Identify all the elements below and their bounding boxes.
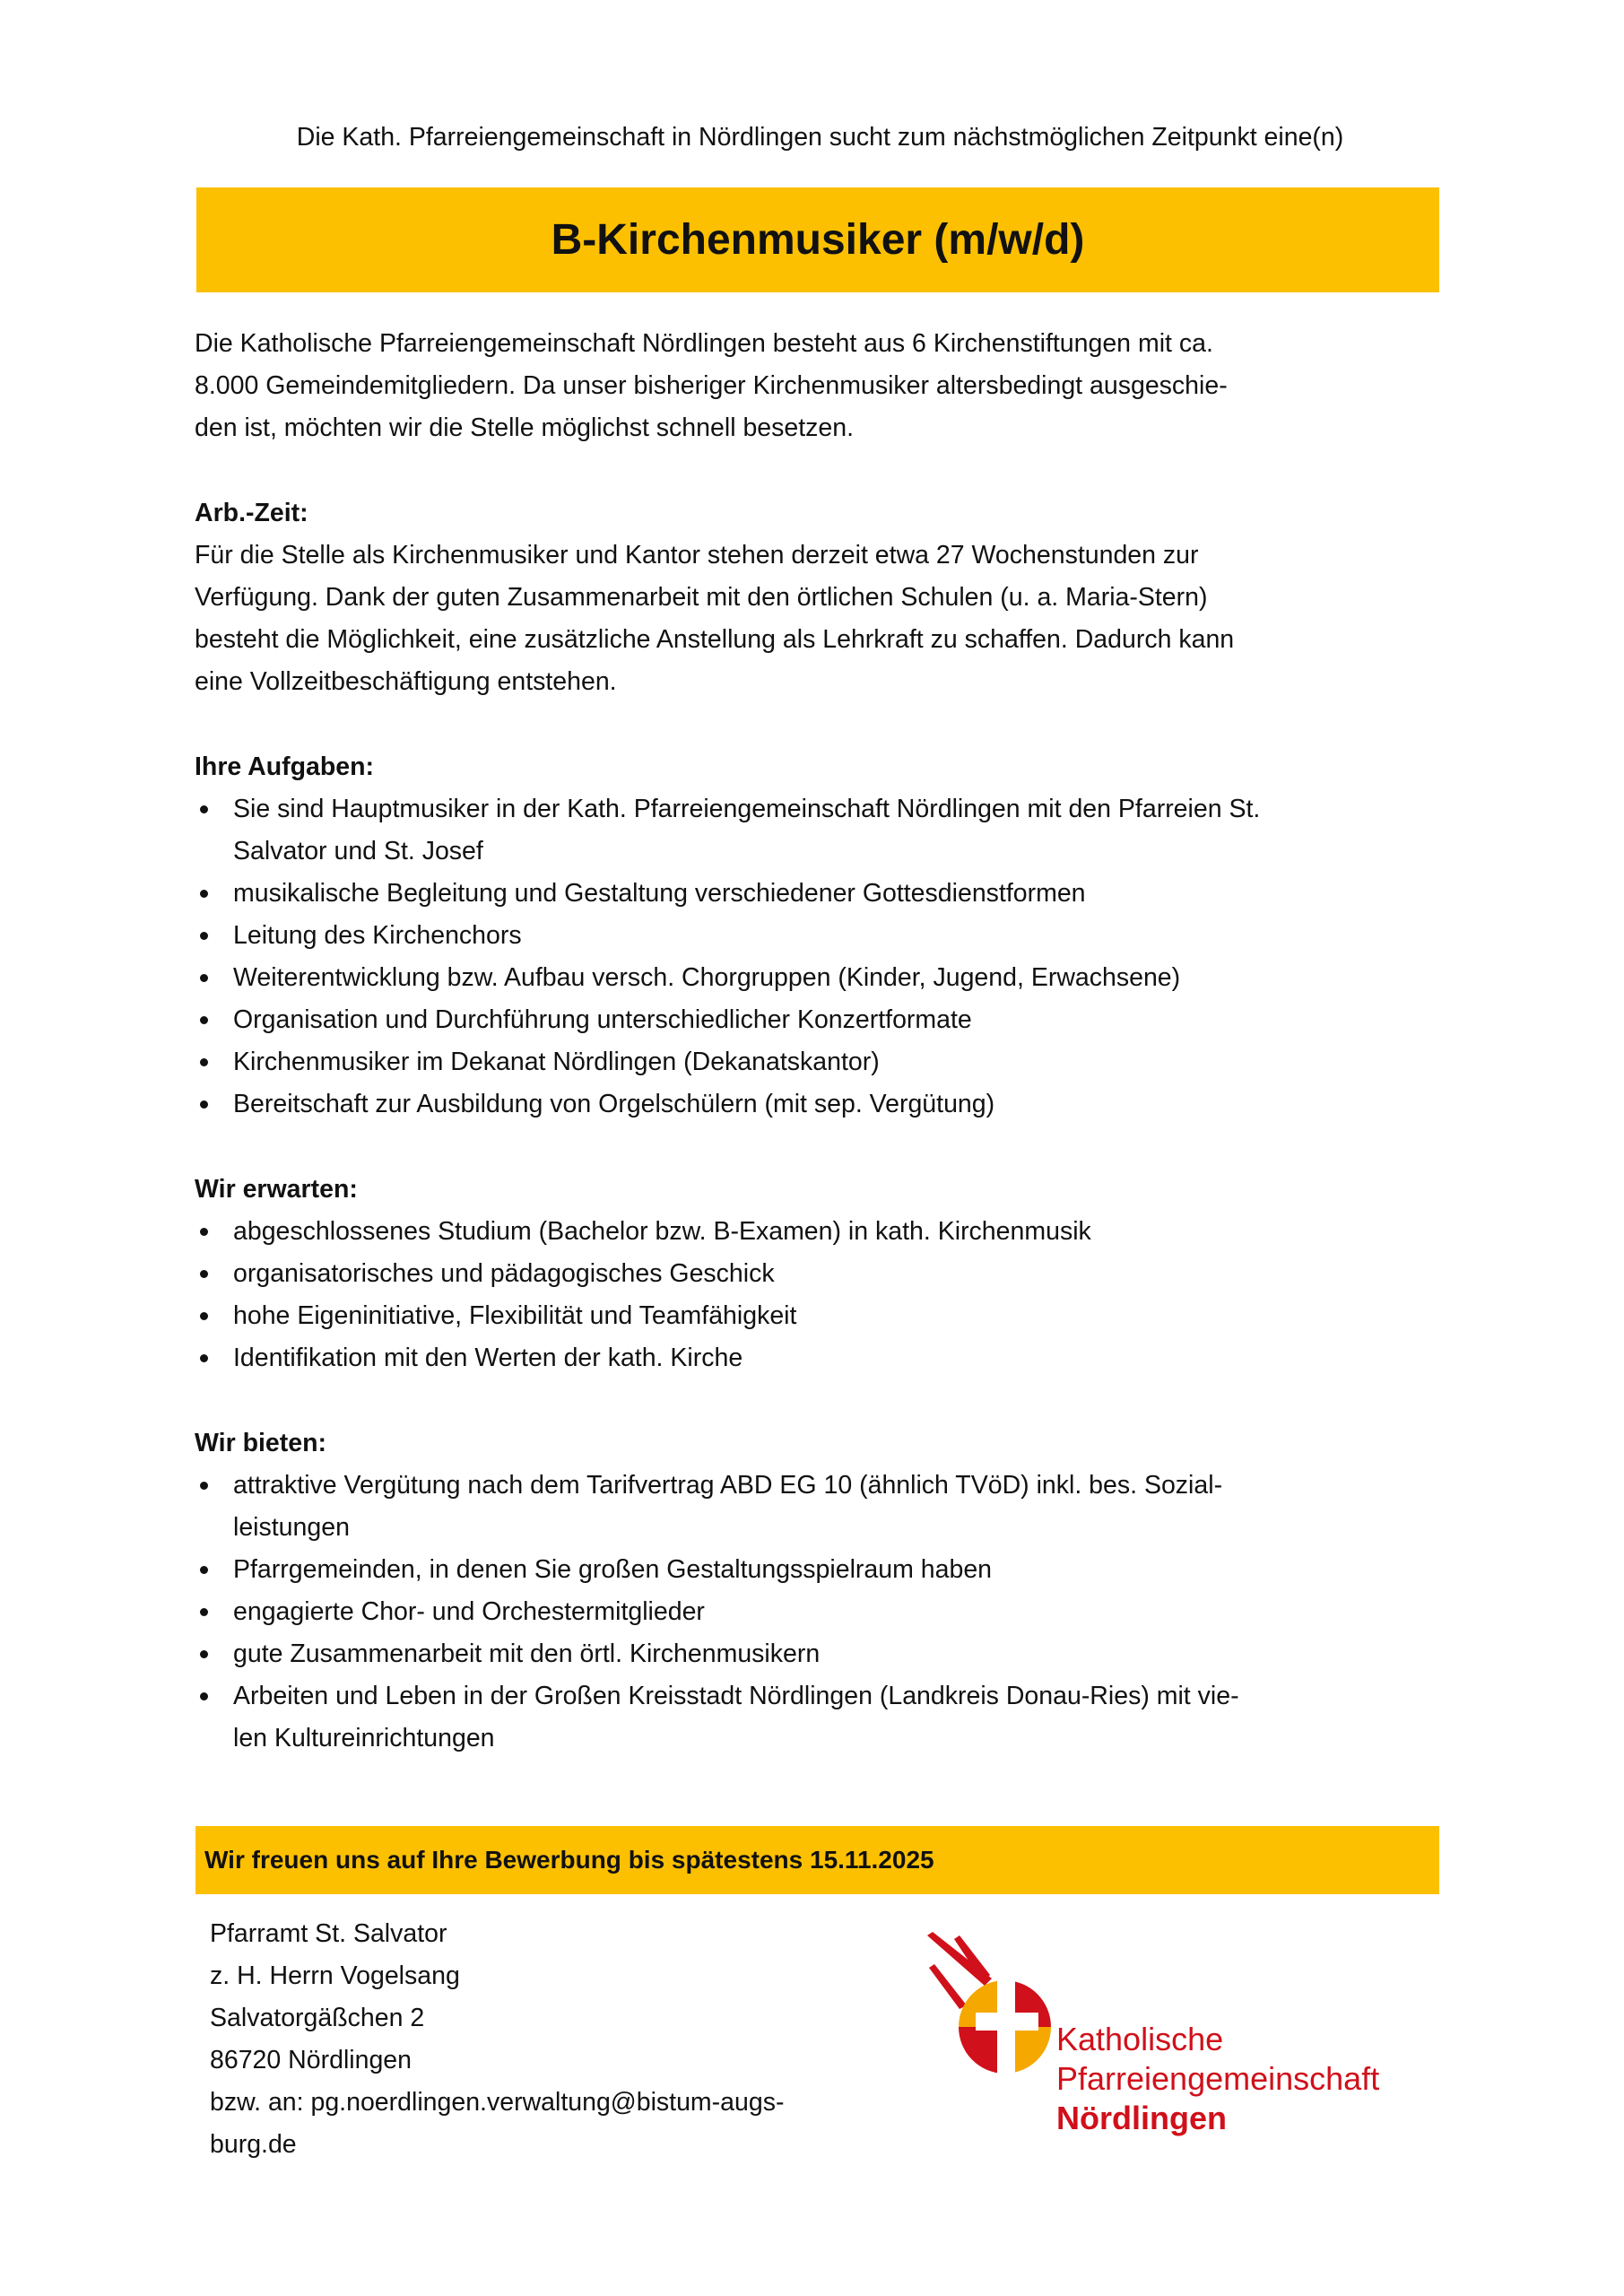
list-item-text: Organisation und Durchführung unterschiedlicher Konzertformate	[233, 1005, 972, 1034]
list-item-text: Bereitschaft zur Ausbildung von Orgelschülern (mit sep. Vergütung)	[233, 1090, 995, 1118]
list-item	[195, 1211, 1450, 1253]
bullet-icon	[200, 974, 208, 982]
list-item	[195, 873, 1450, 915]
bullet-icon	[200, 1354, 208, 1362]
bullet-icon	[200, 1058, 208, 1066]
list-item-text: Sie sind Hauptmusiker in der Kath. Pfarreiengemeinschaft Nördlingen mit den Pfarreien St.	[233, 795, 1261, 823]
text-line: eine Vollzeitbeschäftigung entstehen.	[195, 667, 617, 696]
bullet-icon	[200, 805, 208, 813]
text-line: Die Katholische Pfarreiengemeinschaft Nördlingen besteht aus 6 Kirchenstiftungen mit ca.	[195, 329, 1213, 358]
bullet-icon	[200, 1016, 208, 1024]
text-line: 8.000 Gemeindemitgliedern. Da unser bisheriger Kirchenmusiker altersbedingt ausgeschie-	[195, 371, 1228, 400]
bullet-icon	[200, 1228, 208, 1236]
section-heading: Wir bieten:	[195, 1429, 326, 1457]
bullet-icon	[200, 1482, 208, 1490]
bullet-list	[195, 1211, 1450, 1379]
address-line: 86720 Nördlingen	[210, 2046, 413, 2074]
section-erwarten	[195, 1169, 1450, 1379]
list-item	[195, 1083, 1450, 1126]
section-heading: Arb.-Zeit:	[195, 499, 308, 527]
section-aufgaben	[195, 746, 1450, 1126]
list-item-text: hohe Eigeninitiative, Flexibilität und Teamfähigkeit	[233, 1301, 797, 1330]
bullet-icon	[200, 1608, 208, 1616]
intro-paragraph	[195, 323, 1450, 449]
section-heading: Wir erwarten:	[195, 1175, 358, 1204]
list-item-text: engagierte Chor- und Orchestermitglieder	[233, 1597, 705, 1626]
list-item	[195, 1253, 1450, 1295]
list-item	[195, 1337, 1450, 1379]
bullet-icon	[200, 1100, 208, 1109]
logo-text-line2: Pfarreiengemeinschaft	[1056, 2060, 1380, 2097]
application-deadline-banner	[195, 1826, 1439, 1894]
list-item-text: musikalische Begleitung und Gestaltung verschiedener Gottesdienstformen	[233, 879, 1086, 908]
bullet-icon	[200, 932, 208, 940]
list-item-text: len Kultureinrichtungen	[233, 1724, 495, 1752]
address-line: z. H. Herrn Vogelsang	[210, 1961, 460, 1990]
text-line: den ist, möchten wir die Stelle möglichst schnell besetzen.	[195, 413, 855, 442]
list-item	[195, 1295, 1450, 1337]
list-item-text: gute Zusammenarbeit mit den örtl. Kirchenmusikern	[233, 1639, 821, 1668]
section-bieten	[195, 1422, 1450, 1760]
list-item	[195, 1591, 1450, 1633]
list-item-text: Leitung des Kirchenchors	[233, 921, 522, 950]
address-line: Pfarramt St. Salvator	[210, 1919, 447, 1948]
application-deadline: Wir freuen uns auf Ihre Bewerbung bis spätestens 15.11.2025	[204, 1846, 934, 1874]
list-item-text: leistungen	[233, 1513, 350, 1542]
bullet-list	[195, 1465, 1450, 1760]
list-item-text: Kirchenmusiker im Dekanat Nördlingen (Dekanatskantor)	[233, 1048, 880, 1076]
list-item	[195, 957, 1450, 999]
logo-text-line1: Katholische	[1056, 2021, 1224, 2057]
bullet-list	[195, 788, 1450, 1126]
intro-line: Die Kath. Pfarreiengemeinschaft in Nördlingen sucht zum nächstmöglichen Zeitpunkt eine(n)	[296, 123, 1344, 152]
bullet-icon	[200, 1312, 208, 1320]
bullet-icon	[200, 1270, 208, 1278]
list-item	[195, 1465, 1450, 1549]
list-item	[195, 788, 1450, 873]
list-item-text: Identifikation mit den Werten der kath. Kirche	[233, 1344, 743, 1372]
list-item	[195, 1633, 1450, 1675]
content	[195, 323, 1450, 1760]
list-item-text: organisatorisches und pädagogisches Geschick	[233, 1259, 775, 1288]
logo-cross-circle-icon	[959, 1975, 1051, 2075]
list-item	[195, 1549, 1450, 1591]
list-item-text: attraktive Vergütung nach dem Tarifvertrag ABD EG 10 (ähnlich TVöD) inkl. bes. Sozial-	[233, 1471, 1223, 1500]
list-item	[195, 1675, 1450, 1760]
list-item-text: Arbeiten und Leben in der Großen Kreisstadt Nördlingen (Landkreis Donau-Ries) mit vie-	[233, 1682, 1239, 1710]
address-line: Salvatorgäßchen 2	[210, 2004, 425, 2032]
list-item	[195, 915, 1450, 957]
bullet-icon	[200, 1566, 208, 1574]
bullet-icon	[200, 890, 208, 898]
list-item-text: abgeschlossenes Studium (Bachelor bzw. B-Examen) in kath. Kirchenmusik	[233, 1217, 1091, 1246]
list-item-text: Weiterentwicklung bzw. Aufbau versch. Chorgruppen (Kinder, Jugend, Erwachsene)	[233, 963, 1181, 992]
text-line: Verfügung. Dank der guten Zusammenarbeit mit den örtlichen Schulen (u. a. Maria-Stern)	[195, 583, 1208, 612]
bullet-icon	[200, 1692, 208, 1700]
section-heading: Ihre Aufgaben:	[195, 752, 375, 781]
section-arbzeit	[195, 492, 1450, 703]
list-item	[195, 999, 1450, 1041]
page-title: B-Kirchenmusiker (m/w/d)	[551, 216, 1085, 264]
text-line: besteht die Möglichkeit, eine zusätzliche Anstellung als Lehrkraft zu schaffen. Dadurch kann	[195, 625, 1235, 654]
logo-text-line3: Nördlingen	[1056, 2100, 1227, 2136]
email-line[interactable]: burg.de	[210, 2130, 297, 2159]
bullet-icon	[200, 1650, 208, 1658]
parish-logo	[915, 1919, 1417, 2152]
list-item-text: Pfarrgemeinden, in denen Sie großen Gestaltungsspielraum haben	[233, 1555, 993, 1584]
text-line: Für die Stelle als Kirchenmusiker und Kantor stehen derzeit etwa 27 Wochenstunden zur	[195, 541, 1199, 570]
email-line[interactable]: bzw. an: pg.noerdlingen.verwaltung@bistum-augs-	[210, 2088, 785, 2117]
list-item-text: Salvator und St. Josef	[233, 837, 483, 865]
title-banner	[196, 187, 1439, 292]
list-item	[195, 1041, 1450, 1083]
contact-address	[210, 1913, 784, 2166]
